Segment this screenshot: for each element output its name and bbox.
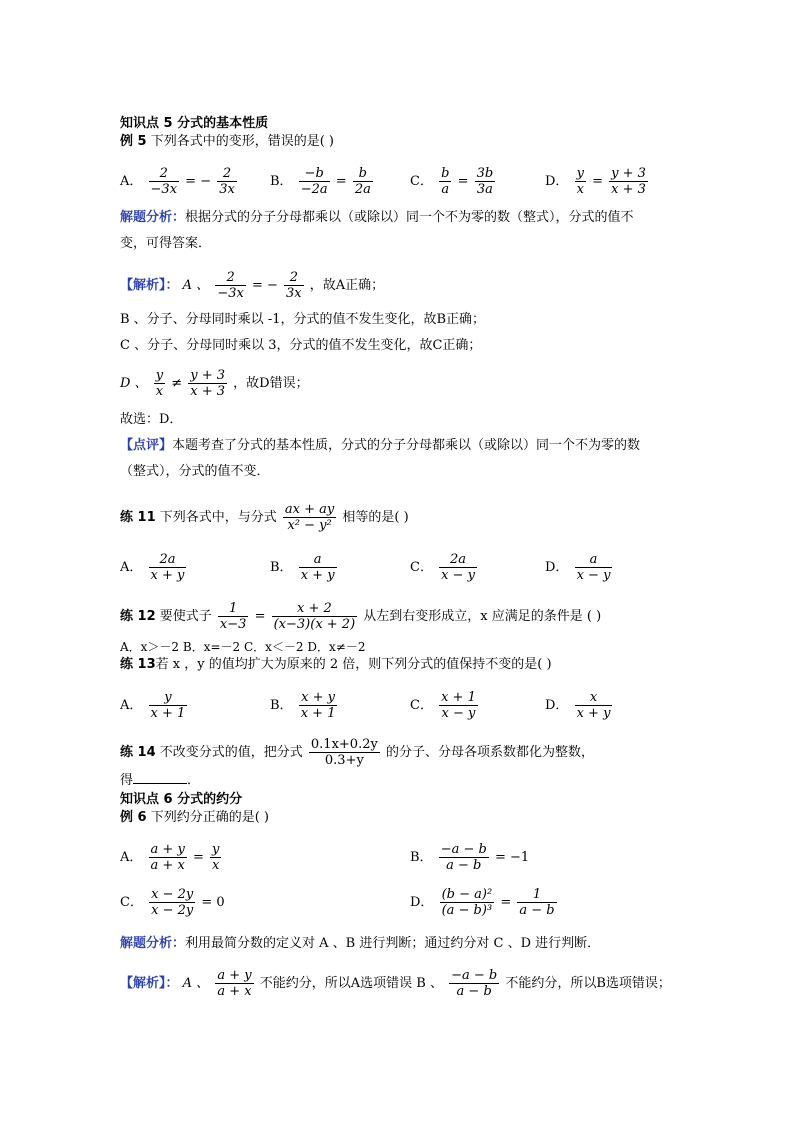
denominator: x + 3: [611, 182, 646, 197]
numerator: −a − b: [440, 842, 487, 857]
solution-item: D 、: [120, 376, 148, 391]
fraction: [218, 601, 249, 632]
numerator: −b: [299, 166, 330, 182]
fraction: [215, 270, 246, 301]
analysis-label: 解题分析：: [120, 210, 186, 225]
denominator: x + 3: [190, 384, 226, 399]
comment-text: 本题考查了分式的基本性质，分式的分子分母都乘以（或除以）同一个不为零的数: [172, 438, 641, 453]
option-label: D．: [410, 895, 434, 910]
denominator: a: [441, 182, 450, 197]
denominator: (a − b)³: [441, 903, 493, 918]
fraction: [149, 166, 180, 197]
numerator: y + 3: [611, 166, 646, 181]
question-text: 下列约分正确的是( ): [146, 810, 269, 825]
numerator: 2: [215, 270, 246, 286]
p13-option-a: [120, 690, 189, 721]
p11-option-d: [545, 552, 614, 583]
fraction: [439, 690, 478, 721]
ex5-solution-c: C 、分子、分母同时乘以 3，分式的值不发生变化，故C正确；: [120, 338, 482, 353]
practice-label: 练 11: [120, 510, 156, 525]
fraction: [188, 368, 227, 399]
p13-option-d: [545, 690, 614, 721]
option-label: D．: [545, 174, 569, 189]
ex5-comment: [120, 437, 640, 455]
fraction: [309, 737, 380, 768]
p13-option-c: [410, 690, 480, 721]
denominator: x + y: [300, 568, 335, 583]
denominator: (x−3)(x + 2): [273, 617, 356, 632]
fraction: [149, 842, 187, 873]
ex5-option-b: [270, 166, 375, 197]
operator: =: [192, 850, 204, 865]
denominator: a − b: [456, 984, 492, 999]
operator: = −: [251, 278, 278, 293]
numerator: ax + ay: [284, 502, 335, 517]
fraction: [575, 690, 613, 721]
fraction: [272, 601, 358, 632]
fraction: [439, 842, 489, 873]
fraction: [575, 552, 613, 583]
option-label: B．: [270, 174, 293, 189]
numerator: −a − b: [451, 968, 498, 983]
operator: ≠: [171, 376, 183, 391]
ex6-option-a: [120, 842, 223, 873]
numerator: a + y: [150, 842, 185, 857]
solution-item: A 、: [182, 278, 210, 293]
fraction: [154, 368, 165, 399]
operator: =: [254, 609, 266, 624]
numerator: a + y: [217, 968, 252, 983]
ex5-analysis-cont: 变，可得答案．: [120, 236, 212, 251]
question-text: 下列各式中的变形，错误的是( ): [146, 134, 334, 149]
numerator: y + 3: [190, 368, 226, 383]
practice-14-question: [120, 737, 594, 768]
example-5-question: [120, 133, 334, 151]
denominator: x − y: [441, 706, 476, 721]
fraction: [449, 968, 499, 999]
solution-text: ，故A正确；: [309, 278, 385, 293]
ex6-option-b: [410, 842, 529, 873]
numerator: y: [576, 166, 584, 181]
operator: =: [500, 895, 512, 910]
question-text: 若 x ，y 的值均扩大为原来的 2 倍，则下列分式的值保持不变的是( ): [155, 657, 552, 672]
denominator: x−3: [219, 617, 247, 632]
numerator: y: [211, 842, 220, 857]
p12-options: A．x＞－2 B．x=－2 C．x＜－2 D．x≠－2: [120, 640, 366, 654]
solution-label: 【解析】：: [120, 278, 179, 293]
section-title-kp6: 知识点 6 分式的约分: [120, 792, 243, 807]
denominator: −3x: [150, 182, 178, 197]
denominator: 0.3+y: [324, 753, 364, 768]
operator: = −: [185, 174, 212, 189]
solution-text: 不能约分，所以A选项错误 B 、: [259, 976, 443, 991]
option-label: B．: [270, 698, 293, 713]
denominator: 2a: [354, 182, 371, 197]
operator: =: [335, 174, 347, 189]
operator: =: [457, 174, 469, 189]
fraction: [517, 887, 556, 918]
option-label: C．: [410, 174, 433, 189]
numerator: a: [575, 552, 613, 568]
practice-14-answer-line: [120, 771, 200, 790]
ex6-option-d: [410, 887, 559, 918]
numerator: 2a: [149, 552, 187, 568]
question-text: 要使式子: [159, 609, 212, 624]
fraction: [353, 166, 373, 197]
denominator: x − 2y: [151, 903, 194, 918]
numerator: 1: [517, 887, 556, 903]
numerator: 0.1x+0.2y: [310, 737, 378, 752]
fraction: [215, 968, 253, 999]
fraction: [609, 166, 648, 197]
practice-11-question: [120, 502, 409, 533]
fraction: [440, 887, 495, 918]
punctuation: ．: [187, 773, 201, 788]
ex6-option-c: [120, 887, 225, 918]
option-label: C．: [120, 895, 143, 910]
option-label: A．: [120, 174, 143, 189]
denominator: x: [576, 182, 584, 197]
numerator: x − 2y: [151, 887, 194, 902]
ex5-solution-d: [120, 368, 309, 399]
numerator: y: [149, 690, 188, 706]
fraction: [475, 166, 496, 197]
numerator: 1: [218, 601, 249, 617]
denominator: a + x: [217, 984, 252, 999]
p11-option-a: [120, 552, 188, 583]
solution-text: 不能约分，所以B选项错误；: [505, 976, 671, 991]
denominator: x + y: [576, 706, 611, 721]
ex5-option-c: [410, 166, 497, 197]
numerator: y: [155, 368, 164, 383]
numerator: x + y: [299, 690, 338, 706]
option-label: B．: [410, 850, 433, 865]
fraction: [439, 166, 451, 197]
p13-option-b: [270, 690, 339, 721]
question-text: 不改变分式的值，把分式: [155, 745, 303, 760]
denominator: 3a: [476, 182, 493, 197]
denominator: a + x: [150, 858, 185, 873]
example-label: 例 6: [120, 810, 147, 825]
fraction: [299, 690, 338, 721]
expression: = −1: [494, 850, 530, 865]
denominator: x + 1: [150, 706, 186, 721]
option-label: C．: [410, 698, 433, 713]
practice-13-question: [120, 656, 552, 674]
section-title-kp5: 知识点 5 分式的基本性质: [120, 116, 269, 131]
numerator: 2: [284, 270, 304, 286]
numerator: 2: [217, 166, 237, 182]
denominator: a − b: [446, 858, 482, 873]
question-text: 下列各式中，与分式: [159, 510, 277, 525]
denominator: x: [155, 384, 164, 399]
expression: = 0: [201, 895, 225, 910]
denominator: x − y: [441, 568, 475, 583]
fraction: [283, 502, 336, 533]
ex5-comment-cont: （整式），分式的值不变．: [120, 464, 270, 479]
practice-label: 练 13: [120, 657, 156, 672]
solution-text: ，故D错误；: [233, 376, 309, 391]
question-text: 的分子、分母各项系数都化为整数，: [385, 745, 594, 760]
p11-option-c: [410, 552, 479, 583]
fraction: [149, 887, 195, 918]
example-6-question: [120, 809, 269, 827]
fraction: [284, 270, 304, 301]
ex5-option-a: [120, 166, 239, 197]
p11-option-b: [270, 552, 339, 583]
question-text: 从左到右变形成立，x 应满足的条件是 ( ): [363, 609, 602, 624]
denominator: x² − y²: [287, 518, 332, 533]
numerator: x + 2: [272, 601, 358, 617]
fraction: [299, 552, 337, 583]
ex6-analysis: [120, 935, 600, 953]
option-label: A．: [120, 850, 143, 865]
numerator: 2: [149, 166, 180, 182]
ex5-option-d: [545, 166, 650, 197]
ex5-solution-b: B 、分子、分母同时乘以 -1，分式的值不发生变化，故B正确；: [120, 312, 486, 327]
ex5-solution-a: [120, 270, 384, 301]
numerator: b: [353, 166, 373, 182]
comment-label: 【点评】: [120, 438, 173, 453]
denominator: a − b: [519, 903, 555, 918]
denominator: x + 1: [300, 706, 336, 721]
practice-12-question: [120, 601, 601, 632]
practice-label: 练 12: [120, 609, 156, 624]
denominator: x − y: [576, 568, 611, 583]
numerator: b: [441, 166, 450, 181]
numerator: 2a: [439, 552, 477, 568]
ex5-analysis: [120, 209, 634, 227]
option-label: D．: [545, 560, 569, 575]
numerator: a: [299, 552, 337, 568]
question-text: 相等的是( ): [342, 510, 409, 525]
numerator: x + 1: [441, 690, 476, 705]
fraction: [575, 166, 586, 197]
analysis-label: 解题分析：: [120, 936, 186, 951]
solution-label: 【解析】：: [120, 976, 179, 991]
solution-item: A 、: [182, 976, 210, 991]
fraction: [149, 690, 188, 721]
denominator: −3x: [217, 286, 244, 301]
fraction: [299, 166, 330, 197]
option-label: B．: [270, 560, 293, 575]
practice-label: 练 14: [120, 745, 156, 760]
numerator: 3b: [476, 166, 494, 181]
denominator: 3x: [219, 182, 235, 197]
fraction: [149, 552, 187, 583]
option-label: C．: [410, 560, 433, 575]
denominator: −2a: [300, 182, 328, 197]
example-label: 例 5: [120, 134, 147, 149]
denominator: x: [211, 858, 220, 873]
numerator: (b − a)²: [441, 887, 493, 902]
denominator: x + y: [150, 568, 185, 583]
denominator: 3x: [286, 286, 302, 301]
question-text: 得: [120, 773, 134, 788]
numerator: x: [575, 690, 613, 706]
analysis-text: 利用最简分数的定义对 A 、B 进行判断；通过约分对 C 、D 进行判断．: [185, 936, 601, 951]
fraction: [210, 842, 221, 873]
fraction: [217, 166, 237, 197]
fraction: [439, 552, 477, 583]
option-label: A．: [120, 698, 143, 713]
option-label: D．: [545, 698, 569, 713]
analysis-text: 根据分式的分子分母都乘以（或除以）同一个不为零的数（整式），分式的值不: [185, 210, 634, 225]
option-label: A．: [120, 560, 143, 575]
operator: =: [592, 174, 603, 189]
ex5-choice: 故选：D．: [120, 412, 183, 427]
ex6-solution: [120, 968, 671, 999]
answer-blank[interactable]: [133, 771, 187, 784]
